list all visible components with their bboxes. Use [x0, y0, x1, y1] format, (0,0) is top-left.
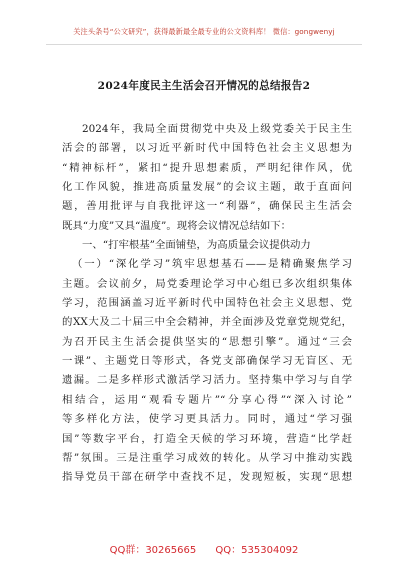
body-line: 为召开民主生活会提供坚实的“思想引擎”。通过“三会 [62, 335, 352, 348]
body-line: 化工作风貌，推进高质量发展”的会议主题，敢于直面问 [62, 181, 352, 194]
footer-contact [0, 541, 408, 556]
document-body [62, 120, 352, 488]
body-line: 帮”氛围。三是注重学习成效的转化。从学习中推动实践 [62, 451, 352, 464]
footer-qq: QQ：535304092 [215, 545, 299, 556]
body-line: 既具“力度”又具“温度”。现将会议情况总结如下： [62, 219, 292, 232]
header-divider [46, 44, 362, 45]
footer-qq-group: QQ群：30265665 [109, 545, 197, 556]
body-line: 相结合，运用“观看专题片”“分享心得”“深入讨论” [62, 393, 352, 406]
body-line: 一课”、主题党日等形式，各党支部确保学习无盲区、无 [62, 355, 352, 368]
document-title: 2024年度民主生活会召开情况的总结报告2 [97, 80, 311, 92]
body-line: （一）“深化学习”筑牢思想基石——是精确聚焦学习 [72, 258, 352, 271]
body-line: 活会的部署，以习近平新时代中国特色社会主义思想为 [62, 142, 352, 155]
body-line: 学习，范围涵盖习近平新时代中国特色社会主义思想、党 [62, 297, 352, 310]
body-line: 等多样化方法，使学习更具活力。同时，通过“学习强 [62, 413, 352, 426]
header-banner: 关注头条号“公文研究”，获得最新最全最专业的公文资料库！ 微信：gongwenyj [73, 27, 335, 36]
body-line: 2024年，我局全面贯彻党中央及上级党委关于民主生 [82, 123, 352, 135]
body-line: 主题。会议前夕，局党委理论学习中心组已多次组织集体 [62, 277, 352, 290]
body-line: 指导党员干部在研学中查找不足，发现短板，实现“思想 [62, 471, 352, 484]
body-line: 一、“打牢根基”全面铺垫，为高质量会议提供动力 [82, 239, 311, 252]
body-line: 题，善用批评与自我批评这一“利器”，确保民主生活会 [62, 200, 352, 213]
body-line: 遗漏。二是多样形式激活学习活力。坚持集中学习与自学 [62, 374, 352, 387]
body-line: “精神标杆”，紧扣“提升思想素质，严明纪律作风，优 [62, 161, 352, 174]
body-line: 国”等数字平台，打造全天候的学习环境，营造“比学赶 [62, 432, 352, 445]
body-line: 的XX大及二十届三中全会精神，并全面涉及党章党规党纪， [62, 316, 352, 329]
